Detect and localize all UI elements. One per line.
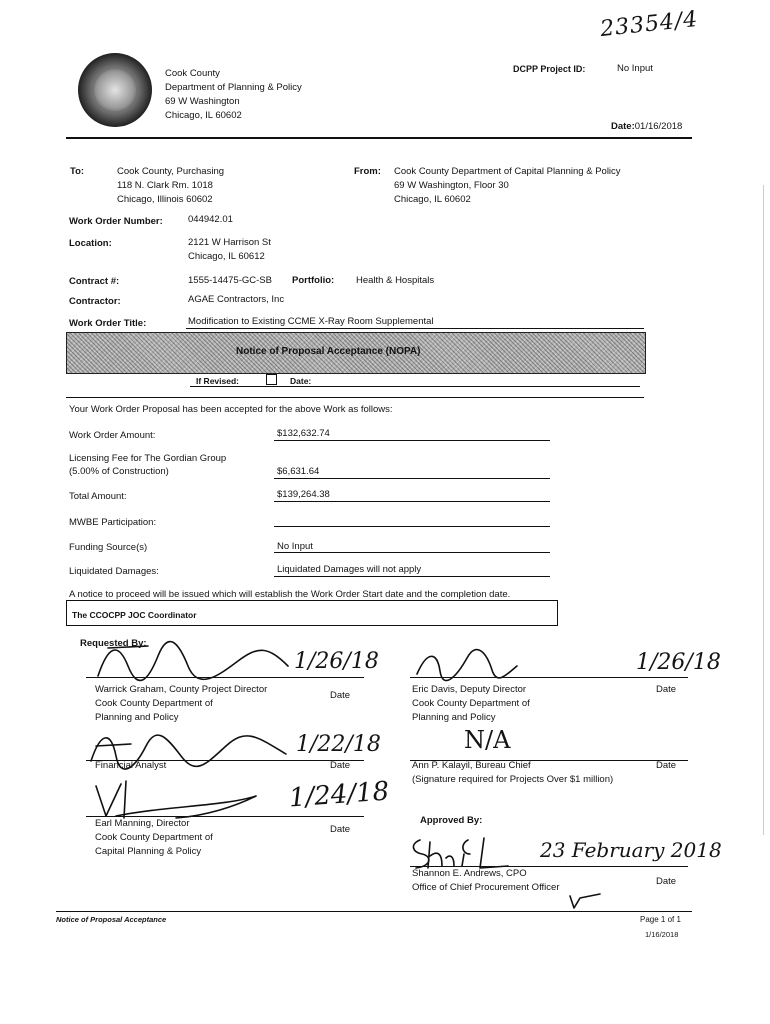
mwbe-line xyxy=(274,526,550,527)
work-order-amount-value: $132,632.74 xyxy=(277,428,330,439)
from-label: From: xyxy=(354,166,381,177)
hw-date-andrews: 23 February 2018 xyxy=(540,838,722,862)
org-name: Cook County xyxy=(165,68,220,79)
footer-date: 1/16/2018 xyxy=(645,930,679,939)
revised-date-label: Date: xyxy=(290,376,312,386)
org-address: 69 W Washington xyxy=(165,96,240,107)
coordinator-title: The CCOCPP JOC Coordinator xyxy=(72,610,197,620)
hw-na-kalayil: N/A xyxy=(464,726,511,754)
location-label: Location: xyxy=(69,238,112,249)
org-department: Department of Planning & Policy xyxy=(165,82,302,93)
contract-value: 1555-14475-GC-SB xyxy=(188,275,272,286)
work-order-title-label: Work Order Title: xyxy=(69,318,147,329)
project-id-label: DCPP Project ID: xyxy=(513,64,586,74)
location-line2: Chicago, IL 60612 xyxy=(188,251,265,262)
date-label-kalayil: Date xyxy=(656,760,677,771)
sig-line-andrews xyxy=(410,866,688,867)
scan-edge-line xyxy=(763,185,764,835)
portfolio-value: Health & Hospitals xyxy=(356,275,435,286)
name-financial-analyst: Financial Analyst xyxy=(95,760,167,771)
funding-source-value: No Input xyxy=(277,541,313,552)
hw-date-davis: 1/26/18 xyxy=(636,650,721,675)
location-line1: 2121 W Harrison St xyxy=(188,237,271,248)
signature-graham xyxy=(88,636,298,686)
licensing-fee-value: $6,631.64 xyxy=(277,466,320,477)
to-line2: 118 N. Clark Rm. 1018 xyxy=(117,180,213,191)
total-amount-label: Total Amount: xyxy=(69,491,127,502)
date-label-manning: Date xyxy=(330,824,351,835)
work-order-title: Modification to Existing CCME X-Ray Room Supplemental xyxy=(188,316,434,327)
portfolio-label: Portfolio: xyxy=(292,275,335,286)
section-rule xyxy=(66,397,644,398)
org-city: Chicago, IL 60602 xyxy=(165,110,242,121)
notice-to-proceed: A notice to proceed will be issued which will establish the Work Order Start date and the completion date. xyxy=(69,589,511,600)
from-line3: Chicago, IL 60602 xyxy=(394,194,471,205)
liquidated-damages-label: Liquidated Damages: xyxy=(69,566,159,577)
to-line3: Chicago, Illinois 60602 xyxy=(117,194,213,205)
date-label-davis: Date xyxy=(656,684,677,695)
sig-line-manning xyxy=(86,816,364,817)
name-kalayil: Ann P. Kalayil, Bureau Chief xyxy=(412,760,531,771)
date-label-andrews: Date xyxy=(656,876,677,887)
org1-davis: Cook County Department of xyxy=(412,698,530,709)
header-rule xyxy=(66,137,692,139)
org1-graham: Cook County Department of xyxy=(95,698,213,709)
header-date xyxy=(611,121,682,132)
hw-date-graham: 1/26/18 xyxy=(294,649,379,674)
total-amount-line xyxy=(274,501,550,502)
footer-page: Page 1 of 1 xyxy=(640,915,681,924)
sig-line-graham xyxy=(86,677,364,678)
work-order-number-label: Work Order Number: xyxy=(69,216,163,227)
liquidated-damages-value: Liquidated Damages will not apply xyxy=(277,564,422,575)
if-revised-checkbox[interactable] xyxy=(266,374,277,385)
funding-source-label: Funding Source(s) xyxy=(69,542,148,553)
requested-by-label: Requested By: xyxy=(80,638,147,649)
sig-line-davis xyxy=(410,677,688,678)
handwritten-reference-number: 23354/4 xyxy=(598,6,700,43)
cook-county-seal xyxy=(78,53,152,127)
org2-davis: Planning and Policy xyxy=(412,712,496,723)
header-date-value: 01/16/2018 xyxy=(634,121,683,132)
funding-source-line xyxy=(274,552,550,553)
name-davis: Eric Davis, Deputy Director xyxy=(412,684,527,695)
total-amount-value: $139,264.38 xyxy=(277,489,330,500)
hw-date-manning: 1/24/18 xyxy=(288,776,391,814)
name-andrews: Shannon E. Andrews, CPO xyxy=(412,868,527,879)
nopa-banner-title: Notice of Proposal Acceptance (NOPA) xyxy=(236,346,421,357)
date-label-graham: Date xyxy=(330,690,351,701)
contract-label: Contract #: xyxy=(69,276,120,287)
org1-manning: Cook County Department of xyxy=(95,832,213,843)
org2-graham: Planning and Policy xyxy=(95,712,179,723)
to-label: To: xyxy=(70,166,85,177)
org1-andrews: Office of Chief Procurement Officer xyxy=(412,882,560,893)
header-date-label: Date: xyxy=(611,121,635,132)
acceptance-intro: Your Work Order Proposal has been accepted for the above Work as follows: xyxy=(69,404,393,415)
work-order-number: 044942.01 xyxy=(188,214,233,225)
mwbe-label: MWBE Participation: xyxy=(69,517,157,528)
name-graham: Warrick Graham, County Project Director xyxy=(95,684,268,695)
contractor-label: Contractor: xyxy=(69,296,121,307)
if-revised-label: If Revised: xyxy=(196,376,239,386)
org2-manning: Capital Planning & Policy xyxy=(95,846,202,857)
initials-mark xyxy=(566,890,606,912)
licensing-fee-label: Licensing Fee for The Gordian Group (5.00% of Construction) xyxy=(69,453,227,477)
title-underline xyxy=(186,328,644,329)
work-order-amount-line xyxy=(274,440,550,441)
licensing-fee-line xyxy=(274,478,550,479)
contractor-value: AGAE Contractors, Inc xyxy=(188,294,285,305)
from-line1: Cook County Department of Capital Planning & Policy xyxy=(394,166,621,177)
note-kalayil: (Signature required for Projects Over $1 million) xyxy=(412,774,614,785)
hw-date-financial-analyst: 1/22/18 xyxy=(296,732,381,757)
from-line2: 69 W Washington, Floor 30 xyxy=(394,180,509,191)
project-id-value: No Input xyxy=(617,63,653,74)
to-line1: Cook County, Purchasing xyxy=(117,166,225,177)
liquidated-damages-line xyxy=(274,576,550,577)
approved-by-label: Approved By: xyxy=(420,815,483,826)
footer-rule xyxy=(56,911,692,912)
name-manning: Earl Manning, Director xyxy=(95,818,190,829)
work-order-amount-label: Work Order Amount: xyxy=(69,430,156,441)
footer-title: Notice of Proposal Acceptance xyxy=(56,915,167,924)
revised-date-line xyxy=(190,386,640,387)
date-label-financial-analyst: Date xyxy=(330,760,351,771)
